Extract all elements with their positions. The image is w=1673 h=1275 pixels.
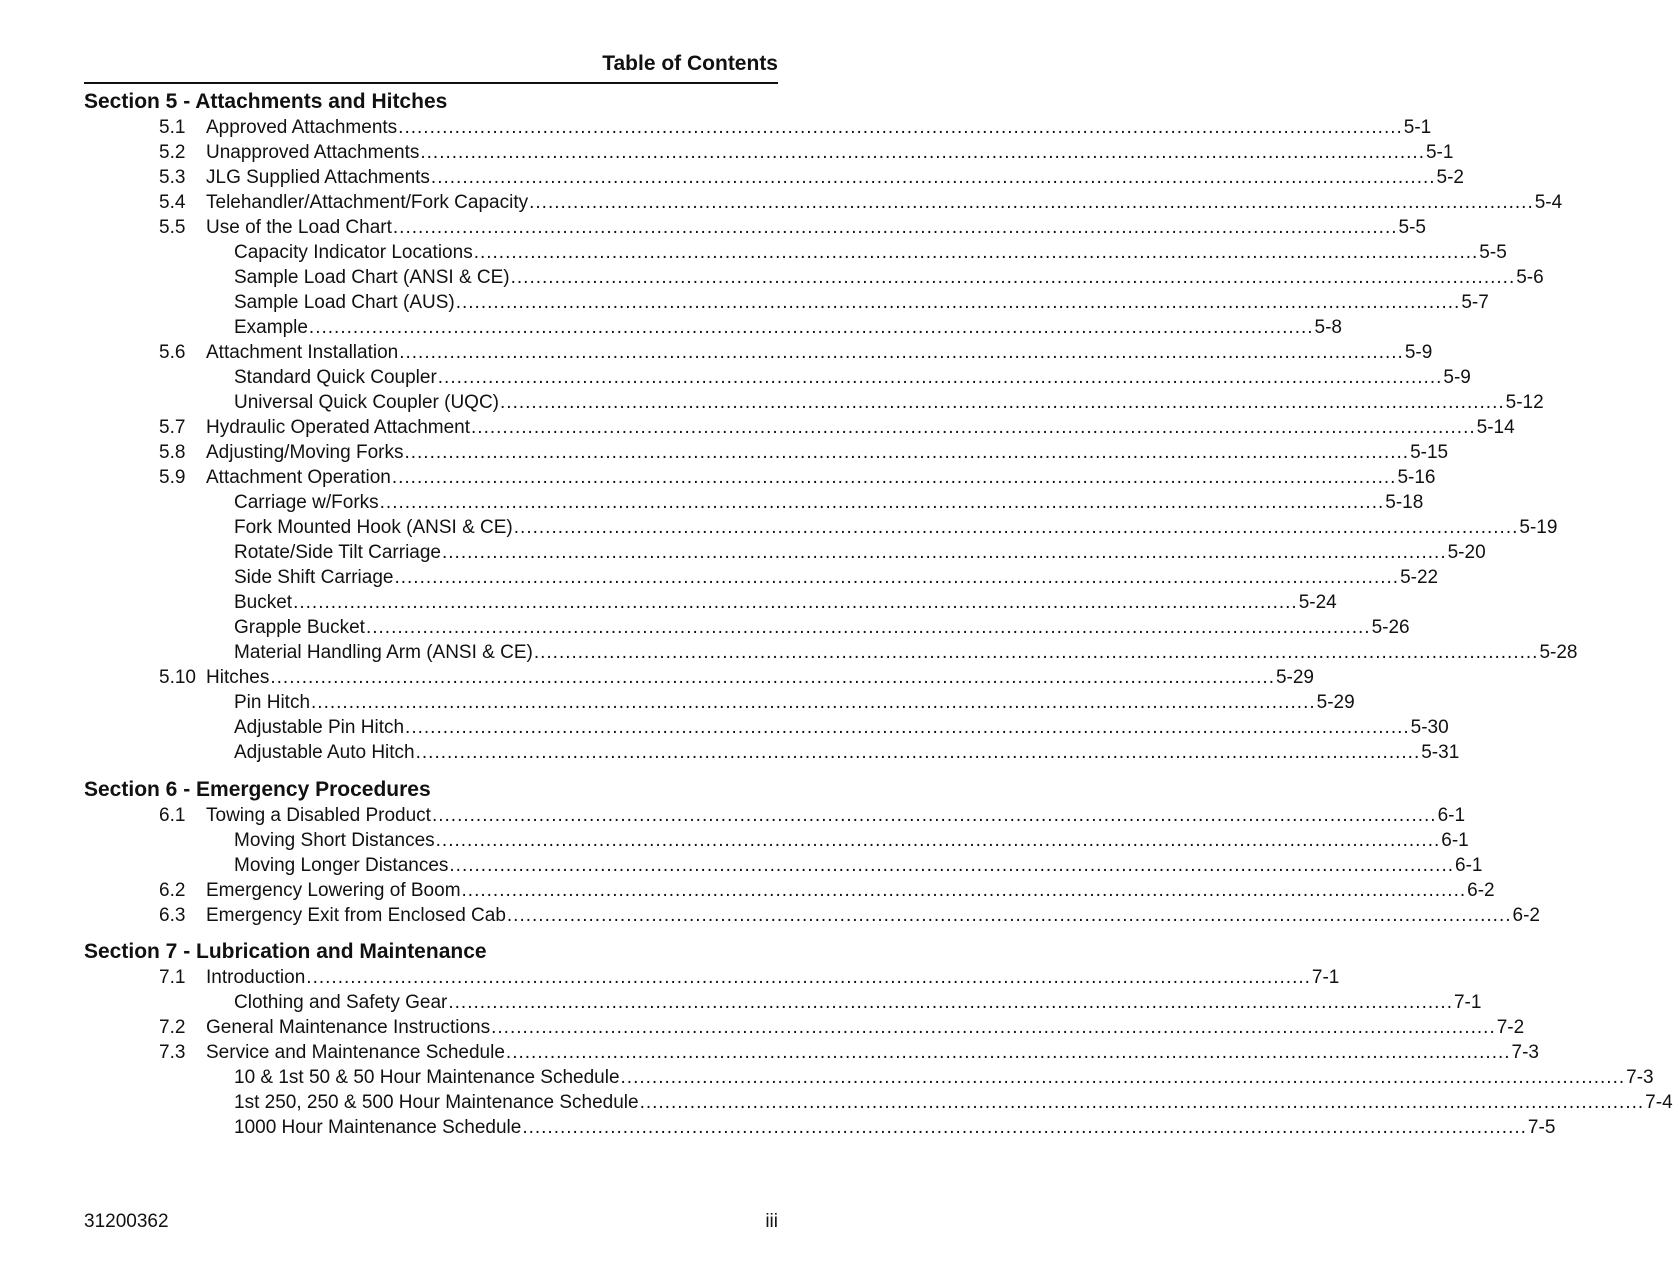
entry-title: Hydraulic Operated Attachment	[206, 417, 471, 438]
dot-leader: ................................................................................................................................................................	[398, 117, 1403, 138]
entry-page: 7-3	[1511, 1042, 1539, 1063]
toc-entry[interactable]	[84, 115, 1432, 140]
toc-entry[interactable]	[84, 965, 1340, 990]
dot-leader: ................................................................................................................................................................	[529, 192, 1534, 213]
toc-entry[interactable]	[84, 265, 1544, 290]
entry-page: 5-5	[1398, 217, 1426, 238]
entry-title: Emergency Exit from Enclosed Cab	[206, 905, 506, 926]
entry-body	[234, 515, 1558, 540]
entry-page: 5-29	[1316, 692, 1355, 713]
entry-title: 10 & 1st 50 & 50 Hour Maintenance Schedule	[234, 1067, 620, 1088]
entry-page: 5-9	[1404, 342, 1433, 363]
entry-page: 7-1	[1453, 992, 1482, 1013]
entry-page: 5-5	[1479, 242, 1507, 263]
entry-body	[206, 115, 1432, 140]
entry-title: Fork Mounted Hook (ANSI & CE)	[234, 517, 513, 538]
dot-leader: ................................................................................................................................................................	[415, 742, 1421, 763]
dot-leader: ................................................................................................................................................................	[435, 830, 1441, 851]
entry-body	[234, 390, 1544, 415]
toc-entry[interactable]	[84, 515, 1558, 540]
entry-body	[234, 590, 1337, 615]
section-entries	[84, 115, 1578, 765]
entry-page: 5-29	[1275, 667, 1314, 688]
entry-title: Attachment Installation	[206, 342, 399, 363]
toc-entry[interactable]	[84, 640, 1578, 665]
entry-title: Rotate/Side Tilt Carriage	[234, 542, 441, 563]
dot-leader: ................................................................................................................................................................	[471, 417, 1476, 438]
entry-body	[206, 803, 1466, 828]
dot-leader: ................................................................................................................................................................	[391, 467, 1397, 488]
entry-page: 5-30	[1410, 717, 1449, 738]
entry-title: Carriage w/Forks	[234, 492, 379, 513]
entry-page: 5-6	[1516, 267, 1544, 288]
entry-number: 7.3	[159, 1042, 186, 1063]
toc-entry[interactable]	[84, 803, 1466, 828]
section-heading: Section 6 - Emergency Procedures	[84, 778, 431, 801]
entry-number: 5.8	[159, 442, 186, 463]
entry-body	[206, 340, 1433, 365]
entry-body	[206, 165, 1464, 190]
entry-page: 6-1	[1441, 830, 1469, 851]
toc-entry[interactable]	[84, 590, 1337, 615]
dot-leader: ................................................................................................................................................................	[491, 1017, 1496, 1038]
entry-title: Adjustable Pin Hitch	[234, 717, 405, 738]
entry-number: 5.7	[159, 417, 186, 438]
entry-number: 7.1	[159, 967, 186, 988]
entry-page: 5-22	[1400, 567, 1439, 588]
toc-entry[interactable]	[84, 565, 1439, 590]
entry-body	[206, 665, 1314, 690]
entry-title: Telehandler/Attachment/Fork Capacity	[206, 192, 529, 213]
section-6	[84, 778, 1540, 928]
entry-body	[234, 640, 1578, 665]
entry-body	[206, 215, 1426, 240]
entry-title: General Maintenance Instructions	[206, 1017, 491, 1038]
dot-leader: ................................................................................................................................................................	[455, 292, 1461, 313]
dot-leader: ................................................................................................................................................................	[533, 642, 1539, 663]
entry-title: Hitches	[206, 667, 270, 688]
dot-leader: ................................................................................................................................................................	[311, 692, 1316, 713]
toc-entry[interactable]	[84, 715, 1449, 740]
entry-title: Moving Longer Distances	[234, 855, 449, 876]
entry-page: 5-14	[1476, 417, 1515, 438]
entry-title: Unapproved Attachments	[206, 142, 420, 163]
section-entries	[84, 965, 1673, 1140]
entry-title: Material Handling Arm (ANSI & CE)	[234, 642, 533, 663]
entry-page: 5-28	[1539, 642, 1578, 663]
dot-leader: ................................................................................................................................................................	[405, 717, 1410, 738]
dot-leader: ................................................................................................................................................................	[293, 592, 1298, 613]
toc-entry[interactable]	[84, 290, 1489, 315]
entry-title: Moving Short Distances	[234, 830, 435, 851]
entry-number: 5.9	[159, 467, 186, 488]
dot-leader: ................................................................................................................................................................	[404, 442, 1410, 463]
toc-entry[interactable]	[84, 1040, 1539, 1065]
entry-page: 6-2	[1512, 905, 1540, 926]
dot-leader: ................................................................................................................................................................	[270, 667, 1275, 688]
section-entries	[84, 803, 1540, 928]
toc-entry[interactable]	[84, 390, 1544, 415]
entry-body	[234, 690, 1355, 715]
dot-leader: ................................................................................................................................................................	[510, 267, 1516, 288]
entry-body	[234, 315, 1342, 340]
dot-leader: ................................................................................................................................................................	[306, 967, 1311, 988]
entry-page: 5-31	[1421, 742, 1460, 763]
toc-entry[interactable]	[84, 1115, 1556, 1140]
dot-leader: ................................................................................................................................................................	[379, 492, 1385, 513]
dot-leader: ................................................................................................................................................................	[522, 1117, 1527, 1138]
entry-page: 5-1	[1403, 117, 1432, 138]
entry-body	[234, 715, 1449, 740]
dot-leader: ................................................................................................................................................................	[437, 367, 1443, 388]
entry-page: 6-2	[1467, 880, 1495, 901]
entry-page: 7-4	[1645, 1092, 1673, 1113]
entry-page: 7-5	[1527, 1117, 1556, 1138]
entry-title: Clothing and Safety Gear	[234, 992, 448, 1013]
toc-entry[interactable]	[84, 878, 1495, 903]
entry-number: 5.4	[159, 192, 186, 213]
entry-body	[206, 190, 1563, 215]
entry-page: 5-16	[1397, 467, 1436, 488]
entry-number: 6.3	[159, 905, 186, 926]
entry-page: 5-1	[1425, 142, 1454, 163]
toc-entry[interactable]	[84, 440, 1449, 465]
dot-leader: ................................................................................................................................................................	[620, 1067, 1626, 1088]
entry-body	[234, 240, 1507, 265]
dot-leader: ................................................................................................................................................................	[513, 517, 1519, 538]
entry-title: Approved Attachments	[206, 117, 398, 138]
dot-leader: ................................................................................................................................................................	[431, 805, 1437, 826]
entry-page: 5-18	[1385, 492, 1424, 513]
toc-entry[interactable]	[84, 165, 1464, 190]
entry-title: 1st 250, 250 & 500 Hour Maintenance Schedule	[234, 1092, 639, 1113]
entry-title: 1000 Hour Maintenance Schedule	[234, 1117, 522, 1138]
entry-body	[234, 853, 1483, 878]
toc-entry[interactable]	[84, 190, 1563, 215]
toc-entry[interactable]	[84, 340, 1433, 365]
entry-body	[234, 1090, 1673, 1115]
toc-entry[interactable]	[84, 615, 1410, 640]
entry-body	[234, 365, 1471, 390]
entry-number: 5.10	[159, 667, 196, 688]
entry-title: Adjusting/Moving Forks	[206, 442, 404, 463]
entry-page: 5-2	[1436, 167, 1464, 188]
document-number: 31200362	[84, 1211, 169, 1232]
entry-title: Standard Quick Coupler	[234, 367, 437, 388]
entry-page: 5-4	[1534, 192, 1563, 213]
dot-leader: ................................................................................................................................................................	[449, 855, 1454, 876]
entry-body	[206, 1015, 1525, 1040]
toc-entry[interactable]	[84, 903, 1540, 928]
dot-leader: ................................................................................................................................................................	[420, 142, 1425, 163]
toc-entry[interactable]	[84, 828, 1469, 853]
entry-body	[234, 1065, 1654, 1090]
entry-title: Universal Quick Coupler (UQC)	[234, 392, 500, 413]
entry-title: Bucket	[234, 592, 293, 613]
entry-number: 5.3	[159, 167, 186, 188]
entry-title: Pin Hitch	[234, 692, 311, 713]
dot-leader: ................................................................................................................................................................	[430, 167, 1436, 188]
toc-entry[interactable]	[84, 1015, 1525, 1040]
toc-entry[interactable]	[84, 990, 1482, 1015]
entry-body	[234, 540, 1486, 565]
page-number: iii	[765, 1211, 778, 1232]
entry-page: 5-24	[1298, 592, 1337, 613]
entry-title: Service and Maintenance Schedule	[206, 1042, 505, 1063]
entry-page: 5-26	[1371, 617, 1410, 638]
entry-page: 5-9	[1443, 367, 1471, 388]
entry-body	[206, 903, 1540, 928]
entry-title: Grapple Bucket	[234, 617, 365, 638]
entry-page: 7-3	[1626, 1067, 1654, 1088]
toc-entry[interactable]	[84, 540, 1486, 565]
entry-title: JLG Supplied Attachments	[206, 167, 430, 188]
entry-title: Side Shift Carriage	[234, 567, 394, 588]
dot-leader: ................................................................................................................................................................	[473, 242, 1479, 263]
entry-number: 7.2	[159, 1017, 186, 1038]
dot-leader: ................................................................................................................................................................	[505, 1042, 1511, 1063]
entry-body	[234, 265, 1544, 290]
section-heading: Section 7 - Lubrication and Maintenance	[84, 940, 487, 963]
toc-entry[interactable]	[84, 690, 1355, 715]
section-7	[84, 940, 1673, 1140]
entry-title: Towing a Disabled Product	[206, 805, 431, 826]
entry-body	[206, 440, 1449, 465]
entry-number: 5.2	[159, 142, 186, 163]
entry-page: 5-7	[1461, 292, 1489, 313]
page-header	[84, 52, 778, 84]
dot-leader: ................................................................................................................................................................	[506, 905, 1512, 926]
entry-body	[206, 878, 1495, 903]
entry-page: 7-1	[1311, 967, 1340, 988]
entry-body	[206, 965, 1340, 990]
entry-body	[234, 1115, 1556, 1140]
toc-entry[interactable]	[84, 215, 1426, 240]
entry-number: 5.5	[159, 217, 186, 238]
entry-title: Sample Load Chart (ANSI & CE)	[234, 267, 510, 288]
entry-page: 5-8	[1314, 317, 1342, 338]
entry-body	[206, 1040, 1539, 1065]
dot-leader: ................................................................................................................................................................	[448, 992, 1453, 1013]
dot-leader: ................................................................................................................................................................	[394, 567, 1400, 588]
entry-body	[234, 290, 1489, 315]
entry-page: 6-1	[1437, 805, 1466, 826]
dot-leader: ................................................................................................................................................................	[365, 617, 1371, 638]
entry-body	[234, 615, 1410, 640]
dot-leader: ................................................................................................................................................................	[392, 217, 1398, 238]
toc-entry[interactable]	[84, 465, 1436, 490]
entry-page: 5-20	[1447, 542, 1486, 563]
entry-title: Sample Load Chart (AUS)	[234, 292, 455, 313]
entry-body	[234, 740, 1460, 765]
toc-entry[interactable]	[84, 665, 1314, 690]
entry-title: Introduction	[206, 967, 306, 988]
dot-leader: ................................................................................................................................................................	[399, 342, 1404, 363]
entry-page: 5-12	[1505, 392, 1544, 413]
toc-entry[interactable]	[84, 740, 1460, 765]
toc-entry[interactable]	[84, 140, 1454, 165]
entry-body	[206, 140, 1454, 165]
dot-leader: ................................................................................................................................................................	[308, 317, 1314, 338]
entry-number: 5.6	[159, 342, 186, 363]
dot-leader: ................................................................................................................................................................	[442, 542, 1447, 563]
entry-page: 5-19	[1519, 517, 1558, 538]
dot-leader: ................................................................................................................................................................	[639, 1092, 1645, 1113]
entry-title: Emergency Lowering of Boom	[206, 880, 461, 901]
entry-body	[234, 565, 1439, 590]
page-title: Table of Contents	[602, 52, 778, 75]
entry-number: 6.1	[159, 805, 186, 826]
entry-body	[206, 415, 1515, 440]
entry-title: Adjustable Auto Hitch	[234, 742, 415, 763]
entry-title: Example	[234, 317, 308, 338]
entry-page: 6-1	[1455, 855, 1483, 876]
entry-title: Use of the Load Chart	[206, 217, 392, 238]
toc-entry[interactable]	[84, 490, 1424, 515]
toc-entry[interactable]	[84, 365, 1471, 390]
entry-page: 5-15	[1410, 442, 1449, 463]
entry-body	[234, 990, 1482, 1015]
entry-page: 7-2	[1496, 1017, 1525, 1038]
toc-entry[interactable]	[84, 415, 1515, 440]
entry-body	[206, 465, 1436, 490]
entry-number: 6.2	[159, 880, 186, 901]
entry-title: Attachment Operation	[206, 467, 391, 488]
section-5	[84, 90, 1578, 765]
entry-body	[234, 828, 1469, 853]
section-heading: Section 5 - Attachments and Hitches	[84, 90, 448, 113]
toc-entry[interactable]	[84, 1065, 1654, 1090]
entry-title: Capacity Indicator Locations	[234, 242, 473, 263]
dot-leader: ................................................................................................................................................................	[500, 392, 1505, 413]
entry-body	[234, 490, 1424, 515]
toc-entry[interactable]	[84, 315, 1342, 340]
toc-entry[interactable]	[84, 853, 1483, 878]
toc-entry[interactable]	[84, 1090, 1673, 1115]
entry-number: 5.1	[159, 117, 186, 138]
dot-leader: ................................................................................................................................................................	[461, 880, 1467, 901]
toc-entry[interactable]	[84, 240, 1507, 265]
